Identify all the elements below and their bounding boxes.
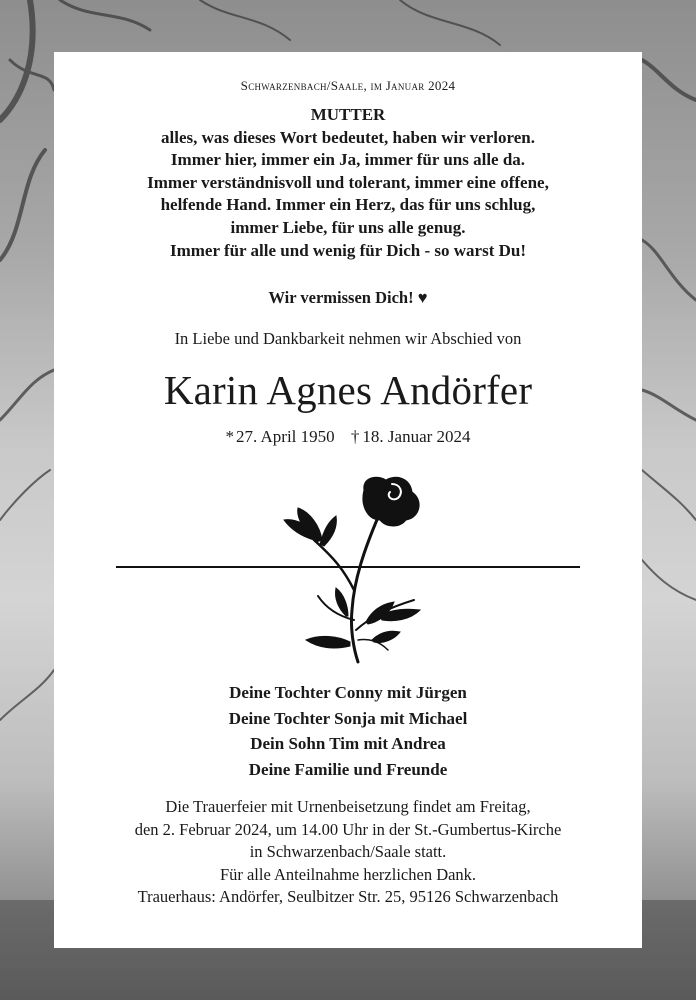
mourner-line: Deine Tochter Conny mit Jürgen [229, 683, 467, 702]
service-line: Trauerhaus: Andörfer, Seulbitzer Str. 25, 95126 Schwarzenbach [137, 887, 559, 907]
rose-icon [254, 470, 444, 666]
mourner-line: Deine Familie und Freunde [248, 759, 448, 779]
service-line: in Schwarzenbach/Saale statt. [249, 842, 447, 862]
place-and-date: Schwarzenbach/Saale, im Januar 2024 [240, 78, 456, 93]
mourners-list [54, 680, 642, 782]
cross-icon: † [350, 427, 360, 446]
obituary-card [54, 52, 642, 948]
star-icon: * [225, 427, 234, 446]
farewell-intro: In Liebe und Dankbarkeit nehmen wir Abschied von [174, 329, 522, 348]
poem-line: immer Liebe, für uns alle genug. [230, 217, 466, 237]
birth-date: * 27. April 1950 [225, 427, 335, 446]
deceased-name: Karin Agnes Andörfer [163, 367, 533, 413]
service-line: Die Trauerfeier mit Urnenbeisetzung findet am Freitag, [165, 797, 531, 816]
poem [54, 104, 642, 262]
divider-line [116, 566, 580, 568]
poem-line: alles, was dieses Wort bedeutet, haben wir verloren. [161, 127, 535, 147]
mourner-line: Dein Sohn Tim mit Andrea [250, 734, 446, 753]
poem-line: Immer verständnisvoll und tolerant, immer eine offene, [147, 172, 549, 192]
miss-text: Wir vermissen Dich! [268, 288, 414, 307]
poem-line: Immer für alle und wenig für Dich - so warst Du! [169, 240, 527, 260]
poem-line: Immer hier, immer ein Ja, immer für uns alle da. [170, 150, 526, 170]
death-date: † 18. Januar 2024 [350, 427, 471, 446]
poem-line: MUTTER [310, 105, 386, 124]
mourner-line: Deine Tochter Sonja mit Michael [228, 708, 468, 728]
service-line: den 2. Februar 2024, um 14.00 Uhr in der St.-Gumbertus-Kirche [134, 819, 562, 839]
heart-icon: ♥ [417, 288, 428, 307]
poem-line: helfende Hand. Immer ein Herz, das für uns schlug, [160, 195, 536, 215]
we-miss-you [54, 288, 642, 308]
service-details [54, 796, 642, 909]
service-line: Für alle Anteilnahme herzlichen Dank. [219, 864, 477, 884]
life-dates [54, 427, 642, 447]
